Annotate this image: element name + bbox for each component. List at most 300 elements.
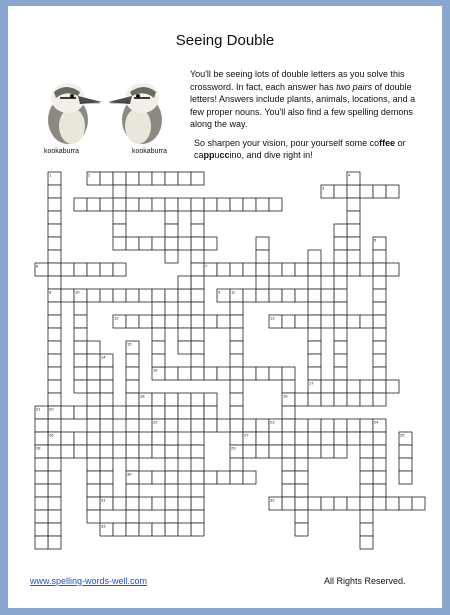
- crossword-cell[interactable]: [360, 432, 373, 445]
- crossword-cell[interactable]: [282, 380, 295, 393]
- crossword-cell[interactable]: [61, 406, 74, 419]
- crossword-cell[interactable]: [269, 367, 282, 380]
- crossword-cell[interactable]: [48, 419, 61, 432]
- crossword-cell[interactable]: [295, 315, 308, 328]
- crossword-cell[interactable]: [217, 367, 230, 380]
- crossword-cell[interactable]: [139, 523, 152, 536]
- crossword-cell[interactable]: [347, 393, 360, 406]
- crossword-cell[interactable]: [230, 263, 243, 276]
- crossword-cell[interactable]: [386, 380, 399, 393]
- crossword-cell[interactable]: [178, 406, 191, 419]
- crossword-cell[interactable]: [178, 523, 191, 536]
- crossword-cell[interactable]: [230, 458, 243, 471]
- crossword-cell[interactable]: [347, 198, 360, 211]
- crossword-cell[interactable]: [373, 393, 386, 406]
- crossword-cell[interactable]: [48, 198, 61, 211]
- crossword-cell[interactable]: [373, 328, 386, 341]
- crossword-cell[interactable]: [386, 497, 399, 510]
- crossword-cell[interactable]: [360, 484, 373, 497]
- crossword-cell[interactable]: [282, 471, 295, 484]
- crossword-cell[interactable]: [295, 432, 308, 445]
- crossword-cell[interactable]: [230, 302, 243, 315]
- crossword-cell[interactable]: [321, 315, 334, 328]
- crossword-cell[interactable]: [126, 445, 139, 458]
- crossword-cell[interactable]: [152, 172, 165, 185]
- crossword-cell[interactable]: [360, 471, 373, 484]
- crossword-cell[interactable]: [204, 393, 217, 406]
- crossword-cell[interactable]: [165, 172, 178, 185]
- crossword-cell[interactable]: [152, 289, 165, 302]
- crossword-cell[interactable]: [61, 445, 74, 458]
- crossword-cell[interactable]: [282, 263, 295, 276]
- crossword-cell[interactable]: [399, 445, 412, 458]
- crossword-cell[interactable]: [126, 510, 139, 523]
- crossword-cell[interactable]: [165, 523, 178, 536]
- crossword-cell[interactable]: [347, 237, 360, 250]
- crossword-cell[interactable]: [217, 419, 230, 432]
- crossword-cell[interactable]: [191, 510, 204, 523]
- crossword-cell[interactable]: [334, 354, 347, 367]
- crossword-cell[interactable]: [165, 471, 178, 484]
- crossword-cell[interactable]: [373, 367, 386, 380]
- crossword-cell[interactable]: [100, 471, 113, 484]
- crossword-cell[interactable]: [178, 367, 191, 380]
- crossword-cell[interactable]: [334, 276, 347, 289]
- crossword-cell[interactable]: [217, 471, 230, 484]
- crossword-cell[interactable]: [61, 432, 74, 445]
- crossword-cell[interactable]: [334, 380, 347, 393]
- crossword-cell[interactable]: [360, 315, 373, 328]
- crossword-cell[interactable]: [230, 432, 243, 445]
- crossword-cell[interactable]: [360, 536, 373, 549]
- crossword-cell[interactable]: [230, 393, 243, 406]
- crossword-cell[interactable]: [48, 445, 61, 458]
- crossword-cell[interactable]: [113, 289, 126, 302]
- crossword-cell[interactable]: [74, 406, 87, 419]
- crossword-cell[interactable]: [48, 497, 61, 510]
- crossword-cell[interactable]: [165, 458, 178, 471]
- crossword-cell[interactable]: [191, 432, 204, 445]
- crossword-cell[interactable]: [165, 367, 178, 380]
- crossword-cell[interactable]: [48, 393, 61, 406]
- crossword-cell[interactable]: [256, 419, 269, 432]
- crossword-cell[interactable]: [295, 497, 308, 510]
- crossword-cell[interactable]: [334, 432, 347, 445]
- crossword-cell[interactable]: [191, 198, 204, 211]
- crossword-cell[interactable]: [113, 523, 126, 536]
- crossword-cell[interactable]: [87, 510, 100, 523]
- crossword-cell[interactable]: [334, 237, 347, 250]
- crossword-cell[interactable]: [399, 458, 412, 471]
- crossword-cell[interactable]: [243, 198, 256, 211]
- crossword-cell[interactable]: [230, 406, 243, 419]
- crossword-cell[interactable]: [230, 198, 243, 211]
- crossword-cell[interactable]: [373, 497, 386, 510]
- crossword-cell[interactable]: [178, 419, 191, 432]
- crossword-cell[interactable]: [48, 354, 61, 367]
- crossword-cell[interactable]: [126, 458, 139, 471]
- crossword-cell[interactable]: [87, 484, 100, 497]
- crossword-cell[interactable]: [295, 471, 308, 484]
- crossword-cell[interactable]: [269, 263, 282, 276]
- crossword-cell[interactable]: [152, 445, 165, 458]
- crossword-cell[interactable]: [334, 367, 347, 380]
- crossword-cell[interactable]: [321, 432, 334, 445]
- crossword-cell[interactable]: [74, 315, 87, 328]
- crossword-cell[interactable]: [87, 406, 100, 419]
- crossword-cell[interactable]: [35, 484, 48, 497]
- crossword-cell[interactable]: [139, 445, 152, 458]
- crossword-cell[interactable]: [230, 315, 243, 328]
- crossword-cell[interactable]: [35, 536, 48, 549]
- crossword-cell[interactable]: [360, 497, 373, 510]
- crossword-cell[interactable]: [35, 523, 48, 536]
- crossword-cell[interactable]: [100, 419, 113, 432]
- crossword-cell[interactable]: [282, 497, 295, 510]
- crossword-cell[interactable]: [35, 471, 48, 484]
- crossword-cell[interactable]: [191, 354, 204, 367]
- crossword-cell[interactable]: [360, 185, 373, 198]
- crossword-cell[interactable]: [256, 198, 269, 211]
- crossword-cell[interactable]: [243, 445, 256, 458]
- crossword-cell[interactable]: [230, 367, 243, 380]
- crossword-cell[interactable]: [87, 289, 100, 302]
- crossword-cell[interactable]: [282, 458, 295, 471]
- crossword-cell[interactable]: [399, 497, 412, 510]
- crossword-cell[interactable]: [243, 289, 256, 302]
- crossword-cell[interactable]: [87, 458, 100, 471]
- crossword-cell[interactable]: [308, 302, 321, 315]
- crossword-cell[interactable]: [152, 341, 165, 354]
- crossword-cell[interactable]: [191, 393, 204, 406]
- crossword-cell[interactable]: [399, 471, 412, 484]
- crossword-cell[interactable]: [87, 445, 100, 458]
- crossword-cell[interactable]: [373, 185, 386, 198]
- crossword-cell[interactable]: [347, 263, 360, 276]
- crossword-cell[interactable]: [48, 367, 61, 380]
- crossword-cell[interactable]: [360, 458, 373, 471]
- crossword-cell[interactable]: [178, 289, 191, 302]
- crossword-cell[interactable]: [360, 380, 373, 393]
- crossword-cell[interactable]: [126, 484, 139, 497]
- crossword-cell[interactable]: [347, 185, 360, 198]
- crossword-cell[interactable]: [126, 406, 139, 419]
- crossword-cell[interactable]: [373, 484, 386, 497]
- crossword-cell[interactable]: [191, 458, 204, 471]
- crossword-cell[interactable]: [100, 289, 113, 302]
- crossword-cell[interactable]: [191, 315, 204, 328]
- crossword-cell[interactable]: [100, 445, 113, 458]
- crossword-cell[interactable]: [334, 302, 347, 315]
- crossword-cell[interactable]: [165, 224, 178, 237]
- crossword-cell[interactable]: [139, 432, 152, 445]
- crossword-cell[interactable]: [217, 263, 230, 276]
- crossword-cell[interactable]: [295, 289, 308, 302]
- crossword-cell[interactable]: [230, 380, 243, 393]
- crossword-cell[interactable]: [165, 211, 178, 224]
- crossword-cell[interactable]: [178, 341, 191, 354]
- crossword-cell[interactable]: [126, 523, 139, 536]
- crossword-cell[interactable]: [230, 471, 243, 484]
- crossword-cell[interactable]: [191, 497, 204, 510]
- crossword-cell[interactable]: [191, 406, 204, 419]
- crossword-cell[interactable]: [373, 354, 386, 367]
- crossword-cell[interactable]: [139, 406, 152, 419]
- crossword-cell[interactable]: [87, 497, 100, 510]
- crossword-cell[interactable]: [139, 315, 152, 328]
- crossword-cell[interactable]: [373, 250, 386, 263]
- crossword-cell[interactable]: [178, 302, 191, 315]
- crossword-cell[interactable]: [347, 380, 360, 393]
- crossword-cell[interactable]: [321, 419, 334, 432]
- crossword-cell[interactable]: [191, 484, 204, 497]
- crossword-cell[interactable]: [48, 510, 61, 523]
- crossword-cell[interactable]: [100, 172, 113, 185]
- crossword-cell[interactable]: [321, 445, 334, 458]
- crossword-cell[interactable]: [178, 328, 191, 341]
- crossword-cell[interactable]: [308, 328, 321, 341]
- crossword-cell[interactable]: [100, 406, 113, 419]
- crossword-cell[interactable]: [334, 224, 347, 237]
- crossword-cell[interactable]: [152, 432, 165, 445]
- crossword-cell[interactable]: [373, 315, 386, 328]
- crossword-cell[interactable]: [74, 198, 87, 211]
- crossword-cell[interactable]: [74, 263, 87, 276]
- crossword-cell[interactable]: [243, 263, 256, 276]
- crossword-cell[interactable]: [321, 393, 334, 406]
- crossword-cell[interactable]: [360, 393, 373, 406]
- crossword-cell[interactable]: [152, 315, 165, 328]
- crossword-cell[interactable]: [113, 406, 126, 419]
- crossword-cell[interactable]: [256, 432, 269, 445]
- crossword-cell[interactable]: [152, 237, 165, 250]
- crossword-cell[interactable]: [126, 315, 139, 328]
- crossword-cell[interactable]: [48, 315, 61, 328]
- crossword-cell[interactable]: [282, 367, 295, 380]
- crossword-cell[interactable]: [347, 211, 360, 224]
- crossword-cell[interactable]: [165, 432, 178, 445]
- crossword-cell[interactable]: [74, 445, 87, 458]
- crossword-cell[interactable]: [321, 289, 334, 302]
- crossword-cell[interactable]: [165, 289, 178, 302]
- crossword-cell[interactable]: [347, 250, 360, 263]
- crossword-cell[interactable]: [243, 367, 256, 380]
- crossword-cell[interactable]: [178, 237, 191, 250]
- crossword-cell[interactable]: [165, 510, 178, 523]
- crossword-cell[interactable]: [230, 419, 243, 432]
- crossword-cell[interactable]: [308, 289, 321, 302]
- crossword-cell[interactable]: [178, 445, 191, 458]
- crossword-cell[interactable]: [48, 484, 61, 497]
- crossword-cell[interactable]: [48, 471, 61, 484]
- crossword-cell[interactable]: [347, 419, 360, 432]
- crossword-cell[interactable]: [152, 406, 165, 419]
- crossword-cell[interactable]: [178, 276, 191, 289]
- crossword-cell[interactable]: [282, 289, 295, 302]
- crossword-cell[interactable]: [87, 393, 100, 406]
- crossword-cell[interactable]: [373, 471, 386, 484]
- crossword-cell[interactable]: [308, 393, 321, 406]
- crossword-cell[interactable]: [87, 367, 100, 380]
- crossword-cell[interactable]: [48, 341, 61, 354]
- crossword-cell[interactable]: [334, 289, 347, 302]
- crossword-cell[interactable]: [373, 289, 386, 302]
- crossword-cell[interactable]: [373, 302, 386, 315]
- crossword-cell[interactable]: [48, 380, 61, 393]
- crossword-cell[interactable]: [269, 198, 282, 211]
- crossword-cell[interactable]: [35, 419, 48, 432]
- crossword-cell[interactable]: [113, 497, 126, 510]
- crossword-cell[interactable]: [191, 471, 204, 484]
- crossword-cell[interactable]: [126, 393, 139, 406]
- crossword-cell[interactable]: [87, 471, 100, 484]
- crossword-cell[interactable]: [113, 224, 126, 237]
- crossword-cell[interactable]: [282, 315, 295, 328]
- crossword-cell[interactable]: [87, 354, 100, 367]
- crossword-cell[interactable]: [48, 458, 61, 471]
- crossword-cell[interactable]: [178, 471, 191, 484]
- crossword-cell[interactable]: [165, 406, 178, 419]
- crossword-cell[interactable]: [256, 367, 269, 380]
- crossword-cell[interactable]: [100, 367, 113, 380]
- crossword-cell[interactable]: [256, 445, 269, 458]
- crossword-cell[interactable]: [230, 328, 243, 341]
- crossword-cell[interactable]: [191, 224, 204, 237]
- crossword-cell[interactable]: [373, 445, 386, 458]
- crossword-cell[interactable]: [308, 354, 321, 367]
- crossword-cell[interactable]: [373, 263, 386, 276]
- crossword-cell[interactable]: [321, 380, 334, 393]
- crossword-cell[interactable]: [61, 263, 74, 276]
- crossword-cell[interactable]: [373, 380, 386, 393]
- crossword-cell[interactable]: [126, 172, 139, 185]
- crossword-cell[interactable]: [139, 172, 152, 185]
- crossword-cell[interactable]: [334, 263, 347, 276]
- crossword-cell[interactable]: [113, 198, 126, 211]
- crossword-cell[interactable]: [178, 172, 191, 185]
- crossword-cell[interactable]: [87, 341, 100, 354]
- crossword-cell[interactable]: [282, 445, 295, 458]
- crossword-cell[interactable]: [373, 276, 386, 289]
- crossword-cell[interactable]: [126, 497, 139, 510]
- crossword-cell[interactable]: [282, 406, 295, 419]
- crossword-cell[interactable]: [74, 354, 87, 367]
- crossword-cell[interactable]: [191, 172, 204, 185]
- crossword-cell[interactable]: [295, 393, 308, 406]
- crossword-cell[interactable]: [347, 315, 360, 328]
- crossword-cell[interactable]: [139, 497, 152, 510]
- crossword-cell[interactable]: [373, 341, 386, 354]
- crossword-cell[interactable]: [113, 237, 126, 250]
- crossword-cell[interactable]: [100, 380, 113, 393]
- crossword-cell[interactable]: [308, 341, 321, 354]
- crossword-cell[interactable]: [178, 497, 191, 510]
- crossword-cell[interactable]: [100, 458, 113, 471]
- crossword-cell[interactable]: [165, 419, 178, 432]
- crossword-cell[interactable]: [204, 198, 217, 211]
- crossword-cell[interactable]: [204, 471, 217, 484]
- crossword-cell[interactable]: [308, 315, 321, 328]
- crossword-cell[interactable]: [165, 497, 178, 510]
- crossword-cell[interactable]: [191, 419, 204, 432]
- crossword-cell[interactable]: [35, 458, 48, 471]
- crossword-cell[interactable]: [308, 250, 321, 263]
- crossword-cell[interactable]: [100, 484, 113, 497]
- crossword-cell[interactable]: [100, 393, 113, 406]
- crossword-cell[interactable]: [139, 237, 152, 250]
- crossword-cell[interactable]: [48, 263, 61, 276]
- crossword-cell[interactable]: [74, 302, 87, 315]
- crossword-cell[interactable]: [295, 510, 308, 523]
- crossword-cell[interactable]: [230, 341, 243, 354]
- crossword-cell[interactable]: [48, 237, 61, 250]
- crossword-cell[interactable]: [334, 250, 347, 263]
- crossword-cell[interactable]: [360, 445, 373, 458]
- crossword-cell[interactable]: [295, 458, 308, 471]
- crossword-cell[interactable]: [165, 198, 178, 211]
- crossword-cell[interactable]: [256, 250, 269, 263]
- crossword-cell[interactable]: [48, 328, 61, 341]
- crossword-cell[interactable]: [191, 341, 204, 354]
- crossword-cell[interactable]: [165, 237, 178, 250]
- crossword-cell[interactable]: [165, 484, 178, 497]
- crossword-cell[interactable]: [347, 224, 360, 237]
- crossword-cell[interactable]: [191, 263, 204, 276]
- crossword-cell[interactable]: [178, 393, 191, 406]
- crossword-cell[interactable]: [386, 263, 399, 276]
- crossword-cell[interactable]: [308, 445, 321, 458]
- crossword-cell[interactable]: [35, 432, 48, 445]
- crossword-cell[interactable]: [178, 315, 191, 328]
- crossword-cell[interactable]: [87, 380, 100, 393]
- crossword-cell[interactable]: [204, 367, 217, 380]
- crossword-cell[interactable]: [126, 198, 139, 211]
- crossword-cell[interactable]: [282, 419, 295, 432]
- crossword-cell[interactable]: [321, 497, 334, 510]
- crossword-cell[interactable]: [204, 406, 217, 419]
- website-link[interactable]: www.spelling-words-well.com: [30, 576, 148, 586]
- crossword-cell[interactable]: [204, 237, 217, 250]
- crossword-cell[interactable]: [243, 419, 256, 432]
- crossword-cell[interactable]: [256, 237, 269, 250]
- crossword-cell[interactable]: [113, 432, 126, 445]
- crossword-cell[interactable]: [74, 341, 87, 354]
- crossword-cell[interactable]: [360, 419, 373, 432]
- crossword-cell[interactable]: [191, 237, 204, 250]
- crossword-cell[interactable]: [48, 523, 61, 536]
- crossword-cell[interactable]: [308, 263, 321, 276]
- crossword-cell[interactable]: [334, 185, 347, 198]
- crossword-cell[interactable]: [100, 432, 113, 445]
- crossword-cell[interactable]: [334, 445, 347, 458]
- crossword-cell[interactable]: [269, 289, 282, 302]
- crossword-cell[interactable]: [243, 471, 256, 484]
- crossword-cell[interactable]: [126, 380, 139, 393]
- crossword-cell[interactable]: [152, 393, 165, 406]
- crossword-cell[interactable]: [139, 471, 152, 484]
- crossword-cell[interactable]: [126, 419, 139, 432]
- crossword-cell[interactable]: [48, 185, 61, 198]
- crossword-cell[interactable]: [87, 432, 100, 445]
- crossword-cell[interactable]: [256, 276, 269, 289]
- crossword-cell[interactable]: [204, 315, 217, 328]
- crossword-cell[interactable]: [87, 419, 100, 432]
- crossword-cell[interactable]: [269, 432, 282, 445]
- crossword-cell[interactable]: [152, 523, 165, 536]
- crossword-cell[interactable]: [191, 328, 204, 341]
- crossword-cell[interactable]: [152, 198, 165, 211]
- crossword-cell[interactable]: [48, 224, 61, 237]
